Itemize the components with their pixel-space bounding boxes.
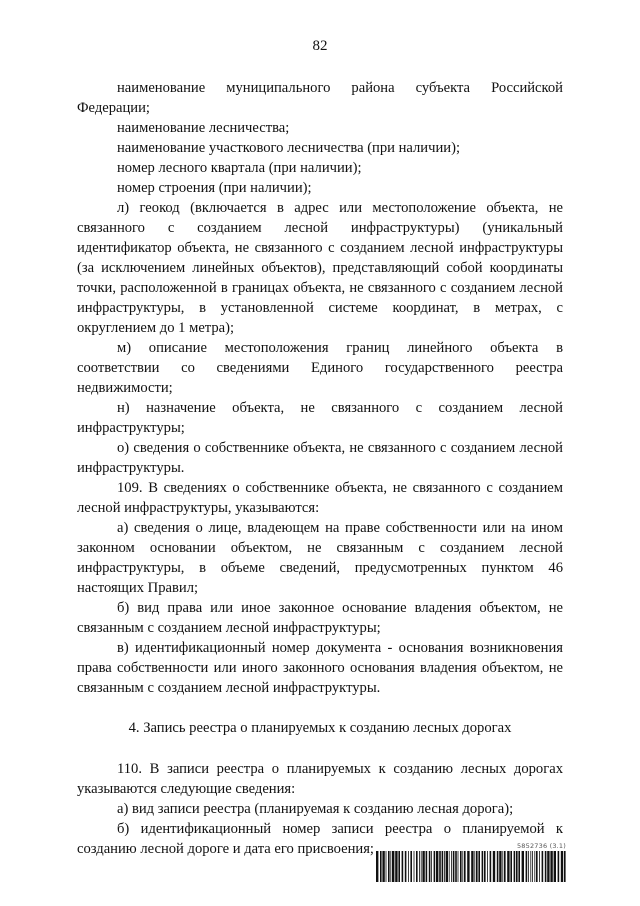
- paragraph: б) вид права или иное законное основание владения объектом, не связанным с созданием лесной инфраструктуры;: [77, 600, 563, 636]
- paragraph: м) описание местоположения границ линейного объекта в соответствии со сведениями Единого государственного реестра недвижимости;: [77, 340, 563, 396]
- paragraph: о) сведения о собственнике объекта, не связанного с созданием лесной инфраструктуры.: [77, 440, 563, 476]
- paragraph: номер лесного квартала (при наличии);: [117, 160, 362, 176]
- paragraph: 109. В сведениях о собственнике объекта, не связанного с созданием лесной инфраструктуры, указываются:: [77, 480, 563, 516]
- barcode-block: [376, 842, 566, 882]
- paragraph: н) назначение объекта, не связанного с созданием лесной инфраструктуры;: [77, 400, 563, 436]
- paragraph: 110. В записи реестра о планируемых к созданию лесных дорогах указываются следующие сведения:: [77, 761, 563, 797]
- section-heading: 4. Запись реестра о планируемых к созданию лесных дорогах: [128, 720, 512, 736]
- paragraph: а) сведения о лице, владеющем на праве собственности или на ином законном основании объектом, не связанным с созданием лесной инфраструктуры, в объеме сведений, предусмотренных пунктом 46 настоящих Правил;: [77, 520, 563, 596]
- paragraph: наименование участкового лесничества (при наличии);: [117, 140, 460, 156]
- barcode-icon: [376, 851, 566, 882]
- paragraph: в) идентификационный номер документа - основания возникновения права собственности или иного законного основания владения объектом, не связанным с созданием лесной инфраструктуры.: [77, 640, 563, 696]
- paragraph: б) идентификационный номер записи реестра о планируемой к созданию лесной дороге и дата его присвоения;: [77, 821, 563, 857]
- barcode-code: 5852736 (3.1): [516, 842, 566, 850]
- paragraph: наименование лесничества;: [117, 120, 290, 136]
- paragraph: наименование муниципального района субъекта Российской Федерации;: [77, 80, 563, 116]
- document-body: [77, 78, 563, 859]
- paragraph: номер строения (при наличии);: [117, 180, 312, 196]
- page-number: 82: [312, 38, 328, 54]
- paragraph: л) геокод (включается в адрес или местоположение объекта, не связанного с созданием лесной инфраструктуры) (уникальный идентификатор объекта, не связанного с созданием лесной инфраструктуры (за исключением линейных объектов), представляющий собой координаты точки, расположенной в границах объекта, не связанного с созданием лесной инфраструктуры, в установленной системе координат, в метрах, с округлением до 1 метра);: [77, 200, 563, 336]
- paragraph: а) вид записи реестра (планируемая к созданию лесная дорога);: [117, 801, 514, 817]
